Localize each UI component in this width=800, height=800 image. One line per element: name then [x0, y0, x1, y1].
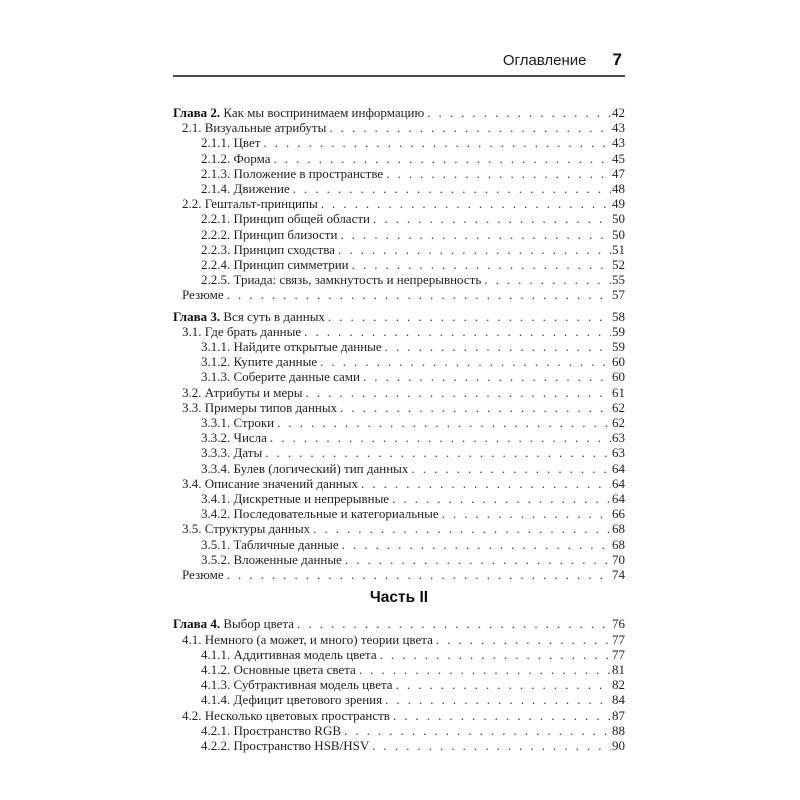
toc-entry-page: 61	[612, 384, 625, 400]
toc-entry	[173, 287, 625, 302]
dot-leader	[294, 616, 611, 631]
toc-entry-page: 59	[612, 323, 625, 339]
toc-entry-label: 3.1.3. Соберите данные сами	[201, 369, 360, 385]
toc-entry-label: 2.1.2. Форма	[201, 150, 271, 166]
toc-entry-page: 76	[612, 616, 625, 632]
toc-entry	[173, 723, 625, 738]
dot-leader	[481, 272, 611, 287]
toc-entry	[173, 196, 625, 211]
toc-entry-page: 87	[612, 707, 625, 723]
toc-entry	[173, 461, 625, 476]
toc-entry	[173, 257, 625, 272]
toc-entry-label: Глава 3. Вся суть в данных	[173, 308, 325, 324]
toc-entry-page: 66	[612, 506, 625, 522]
toc-entry-page: 64	[612, 475, 625, 491]
toc-entry-label: 4.1. Немного (а может, и много) теории цвета	[182, 631, 433, 647]
toc-entry	[173, 211, 625, 226]
dot-leader	[224, 287, 611, 302]
toc-entry-label: 4.1.3. Субтрактивная модель цвета	[201, 677, 393, 693]
toc-entry	[173, 166, 625, 181]
toc-entry-page: 51	[612, 241, 625, 257]
toc-entry-label: 3.3.2. Числа	[201, 430, 267, 446]
toc-entry	[173, 105, 625, 120]
toc-entry-label: 3.4.1. Дискретные и непрерывные	[201, 491, 390, 507]
toc-entry-label: 3.5.2. Вложенные данные	[201, 551, 342, 567]
toc-entry	[173, 616, 625, 631]
toc-entry	[173, 400, 625, 415]
dot-leader	[390, 708, 611, 723]
toc-entry	[173, 354, 625, 369]
toc-entry-label: Резюме	[182, 567, 224, 583]
dot-leader	[383, 166, 611, 181]
toc-entry	[173, 692, 625, 707]
toc-entry-page: 88	[612, 722, 625, 738]
toc-entry	[173, 385, 625, 400]
dot-leader	[408, 461, 611, 476]
toc-entry-page: 90	[612, 737, 625, 753]
dot-leader	[358, 476, 611, 491]
toc-entry	[173, 227, 625, 242]
toc-entry-label: 3.2. Атрибуты и меры	[182, 384, 303, 400]
toc-entry-label: 2.1. Визуальные атрибуты	[182, 120, 327, 136]
toc-entry	[173, 491, 625, 506]
toc-block	[173, 309, 625, 583]
toc-entry-label: 2.1.4. Движение	[201, 181, 290, 197]
dot-leader	[317, 354, 611, 369]
toc-entry-label: 2.1.1. Цвет	[201, 135, 261, 151]
toc-entry-page: 59	[612, 339, 625, 355]
page-header	[173, 50, 625, 77]
toc-entry-label: 2.2.3. Принцип сходства	[201, 241, 335, 257]
toc-block	[173, 105, 625, 303]
part-heading: Часть II	[369, 589, 429, 607]
dot-leader	[439, 506, 611, 521]
toc-entry-page: 77	[612, 631, 625, 647]
toc-entry-label: 4.2. Несколько цветовых пространств	[182, 707, 390, 723]
dot-leader	[318, 196, 611, 211]
toc-entry	[173, 324, 625, 339]
toc-entry	[173, 369, 625, 384]
toc-entry-label: 3.3.1. Строки	[201, 415, 275, 431]
dot-leader	[389, 491, 611, 506]
table-of-contents	[173, 105, 625, 753]
toc-entry-label: 3.5.1. Табличные данные	[201, 536, 339, 552]
toc-entry-page: 47	[612, 165, 625, 181]
toc-entry-page: 63	[612, 430, 625, 446]
dot-leader	[224, 567, 611, 582]
toc-entry	[173, 567, 625, 582]
toc-block	[173, 616, 625, 753]
toc-entry-page: 74	[612, 567, 625, 583]
toc-entry-label: Глава 4. Выбор цвета	[173, 616, 295, 632]
toc-entry-label: 4.1.2. Основные цвета света	[201, 661, 356, 677]
dot-leader	[267, 430, 611, 445]
toc-entry	[173, 242, 625, 257]
toc-entry-page: 82	[612, 677, 625, 693]
toc-entry	[173, 272, 625, 287]
toc-entry-page: 64	[612, 460, 625, 476]
dot-leader	[270, 151, 611, 166]
toc-entry-page: 60	[612, 354, 625, 370]
toc-entry-label: 3.3. Примеры типов данных	[182, 399, 338, 415]
toc-entry	[173, 647, 625, 662]
toc-entry-label: 3.1. Где брать данные	[182, 323, 302, 339]
toc-entry-page: 43	[612, 135, 625, 151]
dot-leader	[290, 181, 611, 196]
toc-entry-page: 81	[612, 661, 625, 677]
toc-entry	[173, 151, 625, 166]
toc-entry-page: 42	[612, 105, 625, 120]
dot-leader	[356, 662, 611, 677]
dot-leader	[369, 738, 611, 753]
dot-leader	[303, 385, 611, 400]
header-title: Оглавление	[502, 52, 587, 69]
dot-leader	[301, 324, 611, 339]
toc-entry-page: 57	[612, 287, 625, 303]
toc-entry-label: 3.5. Структуры данных	[182, 521, 311, 537]
toc-entry-page: 48	[612, 181, 625, 197]
dot-leader	[262, 445, 611, 460]
toc-entry-label: 2.2.4. Принцип симметрии	[201, 257, 349, 273]
dot-leader	[424, 105, 611, 120]
toc-entry	[173, 521, 625, 536]
toc-entry	[173, 708, 625, 723]
toc-entry-page: 77	[612, 646, 625, 662]
dot-leader	[360, 369, 611, 384]
toc-entry-page: 43	[612, 120, 625, 136]
toc-entry-label: 4.1.4. Дефицит цветового зрения	[201, 692, 383, 708]
toc-entry	[173, 135, 625, 150]
dot-leader	[325, 309, 611, 324]
toc-entry-label: 3.1.1. Найдите открытые данные	[201, 339, 382, 355]
toc-entry-label: 3.1.2. Купите данные	[201, 354, 318, 370]
dot-leader	[310, 521, 611, 536]
toc-entry-page: 49	[612, 196, 625, 212]
toc-entry-page: 45	[612, 150, 625, 166]
toc-entry	[173, 537, 625, 552]
dot-leader	[382, 692, 611, 707]
toc-entry-page: 84	[612, 692, 625, 708]
toc-entry-page: 58	[612, 308, 625, 324]
dot-leader	[433, 632, 611, 647]
toc-entry	[173, 445, 625, 460]
toc-entry-label: 4.2.1. Пространство RGB	[201, 722, 342, 738]
dot-leader	[326, 120, 611, 135]
toc-entry-label: 3.3.3. Даты	[201, 445, 263, 461]
toc-entry-label: Глава 2. Как мы воспринимаем информацию	[173, 105, 425, 120]
toc-entry	[173, 677, 625, 692]
toc-entry-label: Резюме	[182, 287, 224, 303]
header-page-number: 7	[612, 50, 622, 69]
page-content	[173, 50, 625, 759]
dot-leader	[339, 537, 611, 552]
toc-entry	[173, 181, 625, 196]
toc-entry-page: 70	[612, 551, 625, 567]
toc-entry-label: 2.2. Гештальт-принципы	[182, 196, 318, 212]
dot-leader	[335, 242, 611, 257]
toc-entry-page: 68	[612, 536, 625, 552]
toc-entry	[173, 738, 625, 753]
dot-leader	[349, 257, 611, 272]
dot-leader	[341, 723, 611, 738]
toc-entry	[173, 120, 625, 135]
toc-entry-page: 60	[612, 369, 625, 385]
toc-entry-page: 62	[612, 415, 625, 431]
dot-leader	[274, 415, 611, 430]
toc-entry	[173, 506, 625, 521]
dot-leader	[337, 400, 611, 415]
toc-entry-label: 3.4.2. Последовательные и категориальные	[201, 506, 439, 522]
dot-leader	[260, 135, 611, 150]
toc-entry	[173, 415, 625, 430]
toc-entry-page: 63	[612, 445, 625, 461]
toc-entry-label: 3.3.4. Булев (логический) тип данных	[201, 460, 409, 476]
toc-entry	[173, 309, 625, 324]
toc-entry	[173, 662, 625, 677]
toc-entry-page: 64	[612, 491, 625, 507]
dot-leader	[377, 647, 611, 662]
dot-leader	[382, 339, 611, 354]
toc-entry	[173, 430, 625, 445]
toc-entry-page: 55	[612, 272, 625, 288]
dot-leader	[337, 227, 611, 242]
toc-entry-page: 50	[612, 211, 625, 227]
toc-entry	[173, 339, 625, 354]
dot-leader	[370, 211, 611, 226]
dot-leader	[342, 552, 611, 567]
toc-entry-label: 2.2.2. Принцип близости	[201, 226, 338, 242]
toc-entry-label: 4.1.1. Аддитивная модель цвета	[201, 646, 377, 662]
toc-entry	[173, 552, 625, 567]
toc-entry-label: 2.1.3. Положение в пространстве	[201, 165, 384, 181]
toc-entry-page: 50	[612, 226, 625, 242]
toc-entry-page: 62	[612, 399, 625, 415]
dot-leader	[393, 677, 611, 692]
toc-entry-label: 2.2.1. Принцип общей области	[201, 211, 370, 227]
toc-entry-page: 68	[612, 521, 625, 537]
toc-entry-label: 2.2.5. Триада: связь, замкнутость и непрерывность	[201, 272, 482, 288]
toc-entry-label: 4.2.2. Пространство HSB/HSV	[201, 737, 370, 753]
toc-entry	[173, 632, 625, 647]
toc-entry	[173, 476, 625, 491]
toc-entry-page: 52	[612, 257, 625, 273]
toc-entry-label: 3.4. Описание значений данных	[182, 475, 358, 491]
